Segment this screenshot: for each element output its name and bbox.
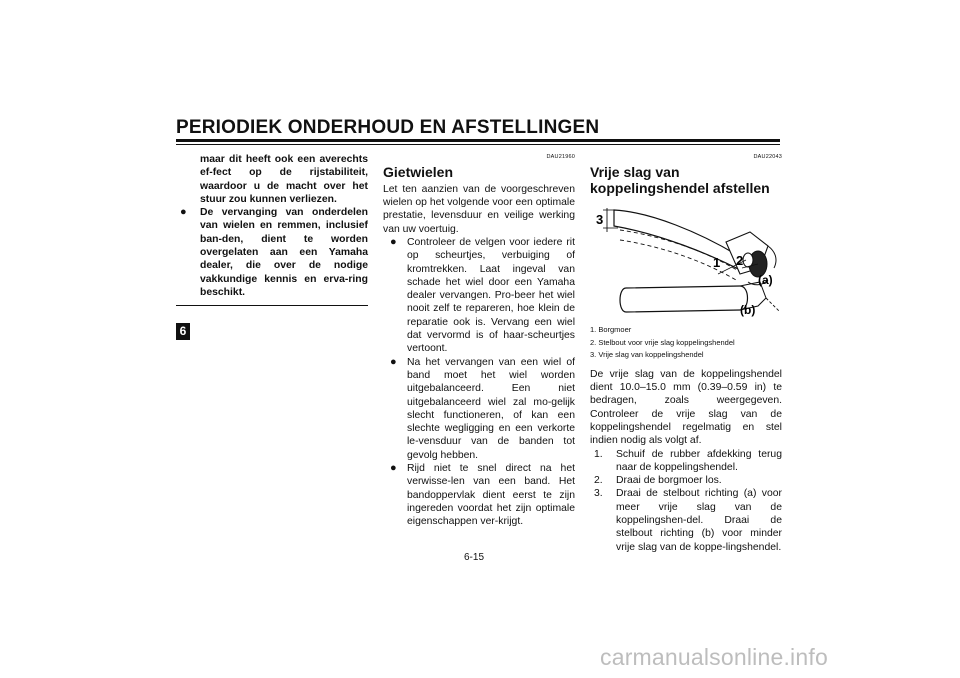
step-number: 3. (594, 488, 603, 500)
list-item-text: Controleer de velgen voor iedere rit op scheurtjes, verbuiging of kromtrekken. Laat ingeval van schade het wiel door een Yamaha dealer vervangen. Pro-beer het wiel nooit zelf te repareren, hoe klein de reparatie ook is. Vervang een wiel dat vervormd is of haar-scheurtjes vertoont. (407, 236, 575, 355)
column-left (176, 153, 368, 306)
step-number: 1. (594, 448, 603, 460)
caption-item: 3. Vrije slag van koppelingshendel (590, 350, 704, 360)
clutch-lever-drawing (590, 202, 782, 318)
step-text: Schuif de rubber afdekking terug naar de koppelingshendel. (616, 448, 782, 473)
page-number: 6-15 (464, 552, 485, 563)
list-item-text: Na het vervangen van een wiel of band moet het wiel worden uitgebalanceerd. Een niet uitgebalanceerd wiel zal mo-gelijk slecht functioneren, of kan een slechte wegligging en een verkorte le-vensduur van de banden tot gevolg hebben. (407, 356, 575, 461)
caption-item: 1. Borgmoer (590, 325, 632, 335)
header-rule-thick (176, 139, 780, 142)
ref-code: DAU22043 (753, 154, 782, 160)
bullet-dot-icon: ● (180, 206, 187, 219)
label-2: 2 (736, 253, 744, 269)
caption-item: 2. Stelbout voor vrije slag koppelingshendel (590, 337, 735, 347)
clutch-lever-illustration (590, 202, 782, 318)
step-number: 2. (594, 475, 603, 487)
label-3: 3 (596, 212, 604, 228)
intro-paragraph: Let ten aanzien van de voorgeschreven wielen op het volgende voor een optimale prestatie, levensduur en veilige werking van uw voertuig. (383, 183, 575, 235)
section-heading-gietwielen: Gietwielen (383, 164, 454, 181)
chapter-tab: 6 (176, 323, 190, 340)
list-item (387, 462, 575, 528)
step-item (594, 474, 782, 487)
figure-captions (590, 324, 782, 362)
column-middle (383, 151, 575, 529)
handlebar-grip (620, 286, 748, 312)
list-item (387, 356, 575, 462)
page-title: PERIODIEK ONDERHOUD EN AFSTELLINGEN (176, 117, 600, 138)
warning-bullet-text: De vervanging van onderdelen van wielen en remmen, inclusief ban-den, dient te worden overgelaten aan een Yamaha dealer, die over de nodige vakkundige kennis en erva-ring beschikt. (200, 207, 368, 298)
bullet-dot-icon: ● (390, 355, 397, 368)
label-b: (b) (740, 303, 756, 318)
list-item-text: Rijd niet te snel direct na het verwisse-len van een band. Het bandoppervlak dient eerst te zijn ingereden voordat het zijn optimale eigenschappen ver-krijgt. (407, 463, 575, 528)
warning-continuation: maar dit heeft ook een averechts ef-fect op de rijstabiliteit, waardoor u de macht over het stuur zou kunnen verliezen. (200, 154, 368, 205)
section-heading-koppelingshendel: Vrije slag van koppelingshendel afstellen (590, 164, 770, 196)
column-right (590, 151, 782, 554)
warning-bullet (176, 206, 368, 299)
bullet-dot-icon: ● (390, 235, 397, 248)
cable (766, 298, 780, 312)
locknut (743, 253, 753, 267)
label-1: 1 (713, 255, 721, 271)
header-rule-thin (176, 144, 780, 145)
ref-code: DAU21960 (546, 154, 575, 160)
step-item (594, 487, 782, 553)
step-text: Draai de stelbout richting (a) voor meer vrije slag van de koppelingshen-del. Draai de stelbout richting (b) voor minder vrije slag van de koppe-lingshendel. (616, 488, 782, 553)
warning-end-rule (176, 305, 368, 306)
step-text: Draai de borgmoer los. (616, 475, 722, 487)
step-item (594, 448, 782, 475)
body-paragraph: De vrije slag van de koppelingshendel dient 10.0–15.0 mm (0.39–0.59 in) te bedragen, zoals weergegeven. Controleer de vrije slag van de koppelingshendel regelmatig en stel indien nodig als volgt af. (590, 368, 782, 447)
list-item (387, 236, 575, 356)
watermark: carmanualsonline.info (600, 644, 828, 670)
bullet-dot-icon: ● (390, 462, 397, 475)
label-a: (a) (758, 273, 773, 288)
arrow-direction-a (768, 246, 776, 268)
